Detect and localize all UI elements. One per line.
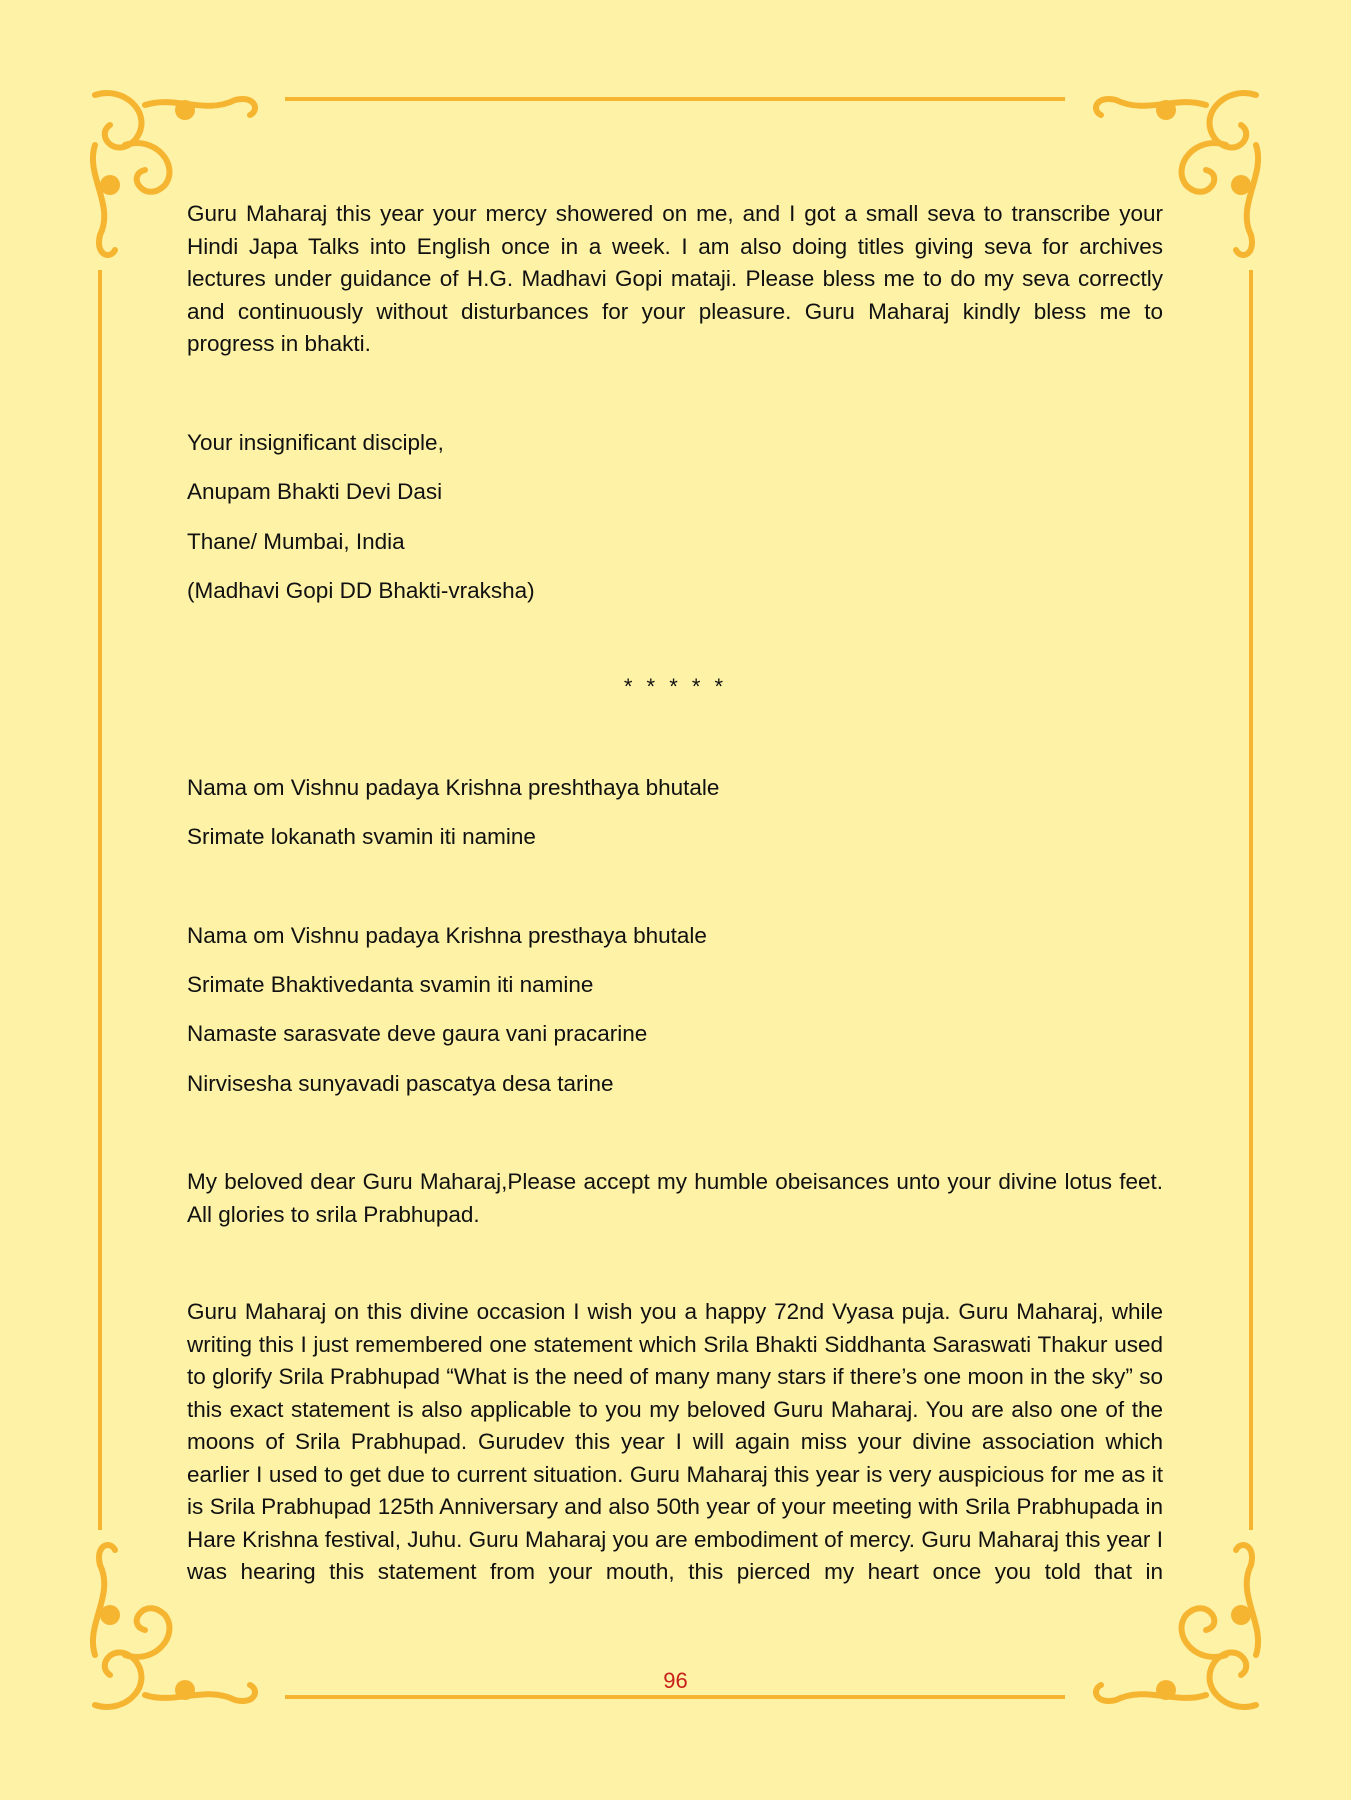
frame-right-line	[1249, 270, 1253, 1530]
signature-name: Anupam Bhakti Devi Dasi	[187, 479, 443, 504]
frame-top-line	[285, 97, 1065, 101]
paragraph-greeting: My beloved dear Guru Maharaj,Please accept my humble obeisances unto your divine lotus feet. All glories to srila Prabhupad.	[187, 1169, 1163, 1227]
page-number: 96	[663, 1668, 688, 1693]
frame-bottom-line	[285, 1695, 1065, 1699]
signature-location: Thane/ Mumbai, India	[187, 529, 405, 554]
section-separator: * * * * *	[623, 674, 728, 699]
paragraph-vyasa-puja: Guru Maharaj on this divine occasion I wish you a happy 72nd Vyasa puja. Guru Maharaj, while writing this I just remembered one statement which Srila Bhakti Siddhanta Saraswati Thakur used to glorify Srila Prabhupad “What is the need of many many stars if there’s one moon in the sky” so this exact statement is also applicable to you my beloved Guru Maharaj. You are also one of the moons of Srila Prabhupad. Gurudev this year I will again miss your divine association which earlier I used to get due to current situation. Guru Maharaj this year is very auspicious for me as it is Srila Prabhupad 125th Anniversary and also 50th year of your meeting with Srila Prabhupada in Hare Krishna festival, Juhu. Guru Maharaj you are embodiment of mercy. Guru Maharaj this year I was hearing this statement from your mouth, this pierced my heart once you told that in	[187, 1299, 1163, 1584]
paragraph-seva: Guru Maharaj this year your mercy showered on me, and I got a small seva to transcribe your Hindi Japa Talks into English once in a week. I am also doing titles giving seva for archives lectures under guidance of H.G. Madhavi Gopi mataji. Please bless me to do my seva correctly and continuously without disturbances for your pleasure. Guru Maharaj kindly bless me to progress in bhakti.	[187, 201, 1163, 356]
prayer-line: Srimate lokanath svamin iti namine	[187, 824, 536, 849]
prayer-line: Nama om Vishnu padaya Krishna presthaya bhutale	[187, 923, 707, 948]
prayer-line: Namaste sarasvate deve gaura vani pracarine	[187, 1021, 648, 1046]
signature-line: Your insignificant disciple,	[187, 430, 444, 455]
prayer-line: Nama om Vishnu padaya Krishna preshthaya bhutale	[187, 775, 720, 800]
prayer-line: Srimate Bhaktivedanta svamin iti namine	[187, 972, 594, 997]
prayer-line: Nirvisesha sunyavadi pascatya desa tarine	[187, 1071, 614, 1096]
frame-left-line	[98, 270, 102, 1530]
signature-group: (Madhavi Gopi DD Bhakti-vraksha)	[187, 578, 535, 603]
